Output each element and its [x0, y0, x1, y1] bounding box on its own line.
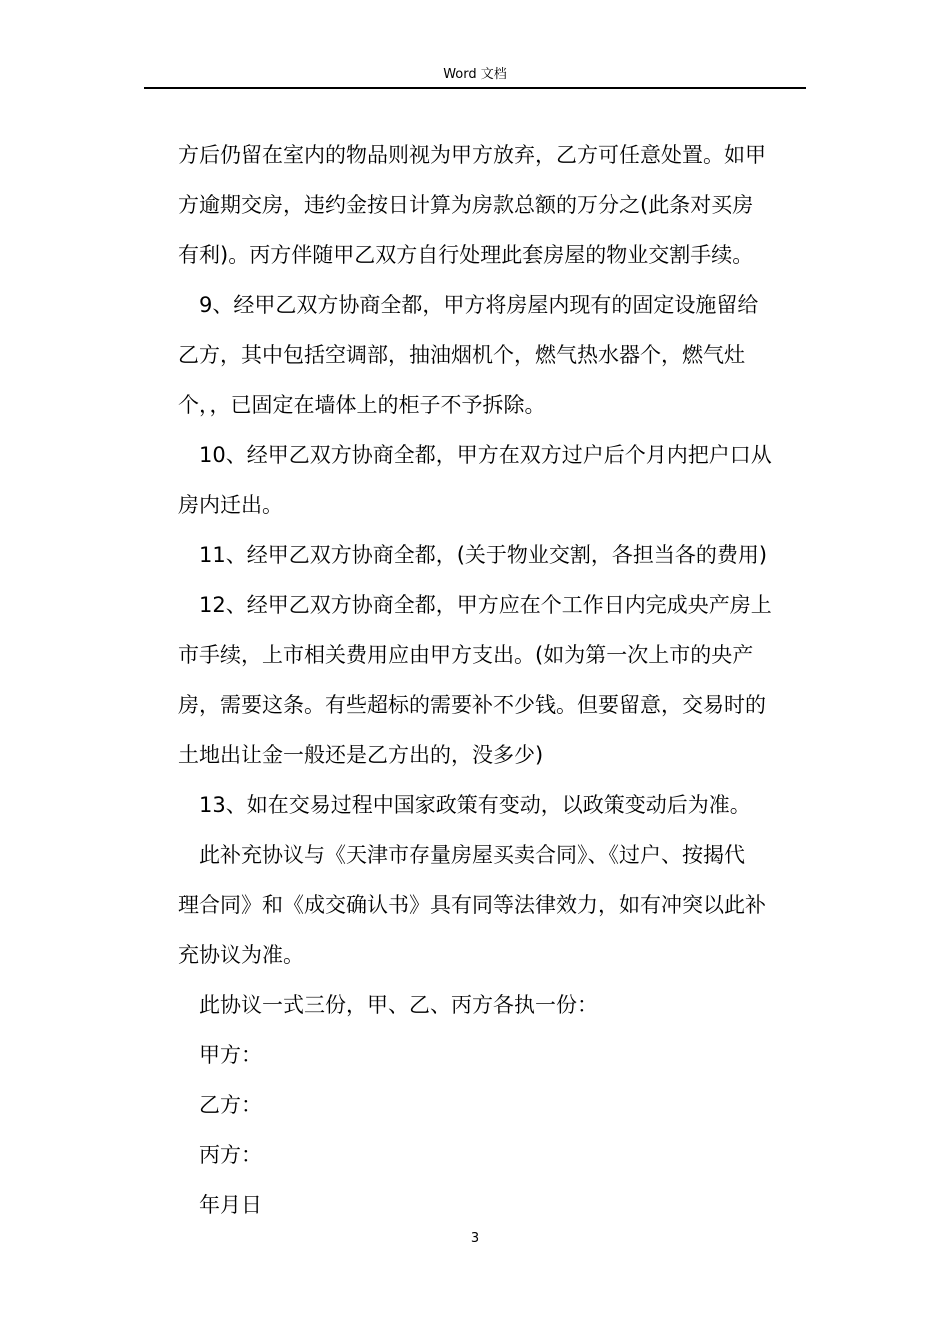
body-line: 房，需要这条。有些超标的需要补不少钱。但要留意，交易时的 — [178, 693, 766, 717]
body-line: 个，，已固定在墙体上的柜子不予拆除。 — [178, 393, 546, 417]
body-line: 有利)。丙方伴随甲乙双方自行处理此套房屋的物业交割手续。 — [178, 243, 754, 267]
body-line: 方后仍留在室内的物品则视为甲方放弃，乙方可任意处置。如甲 — [178, 143, 766, 167]
page-number: 3 — [470, 1231, 480, 1246]
body-line: 此补充协议与《天津市存量房屋买卖合同》、《过户、按揭代 — [199, 843, 745, 867]
body-line: 甲方： — [199, 1043, 262, 1067]
body-line: 13、如在交易过程中国家政策有变动，以政策变动后为准。 — [199, 793, 751, 817]
body-line: 9、经甲乙双方协商全都，甲方将房屋内现有的固定设施留给 — [199, 293, 759, 317]
body-line: 11、经甲乙双方协商全都，(关于物业交割，各担当各的费用) — [199, 543, 768, 567]
body-line: 房内迁出。 — [178, 493, 283, 517]
document-body — [178, 130, 804, 1230]
header-divider — [144, 87, 806, 89]
body-line: 10、经甲乙双方协商全都，甲方在双方过户后个月内把户口从 — [199, 443, 772, 467]
body-line: 年月日 — [199, 1193, 262, 1217]
body-line: 此协议一式三份，甲、乙、丙方各执一份： — [199, 993, 598, 1017]
body-line: 12、经甲乙双方协商全都，甲方应在个工作日内完成央产房上 — [199, 593, 772, 617]
body-line: 乙方，其中包括空调部，抽油烟机个，燃气热水器个，燃气灶 — [178, 343, 745, 367]
body-line: 充协议为准。 — [178, 943, 304, 967]
body-line: 方逾期交房，违约金按日计算为房款总额的万分之(此条对买房 — [178, 193, 754, 217]
body-line: 丙方： — [199, 1143, 262, 1167]
body-line: 乙方： — [199, 1093, 262, 1117]
header-title: Word 文档 — [443, 67, 507, 82]
body-line: 土地出让金一般还是乙方出的，没多少) — [178, 743, 544, 767]
body-line: 理合同》和《成交确认书》具有同等法律效力，如有冲突以此补 — [178, 893, 766, 917]
body-line: 市手续，上市相关费用应由甲方支出。(如为第一次上市的央产 — [178, 643, 754, 667]
